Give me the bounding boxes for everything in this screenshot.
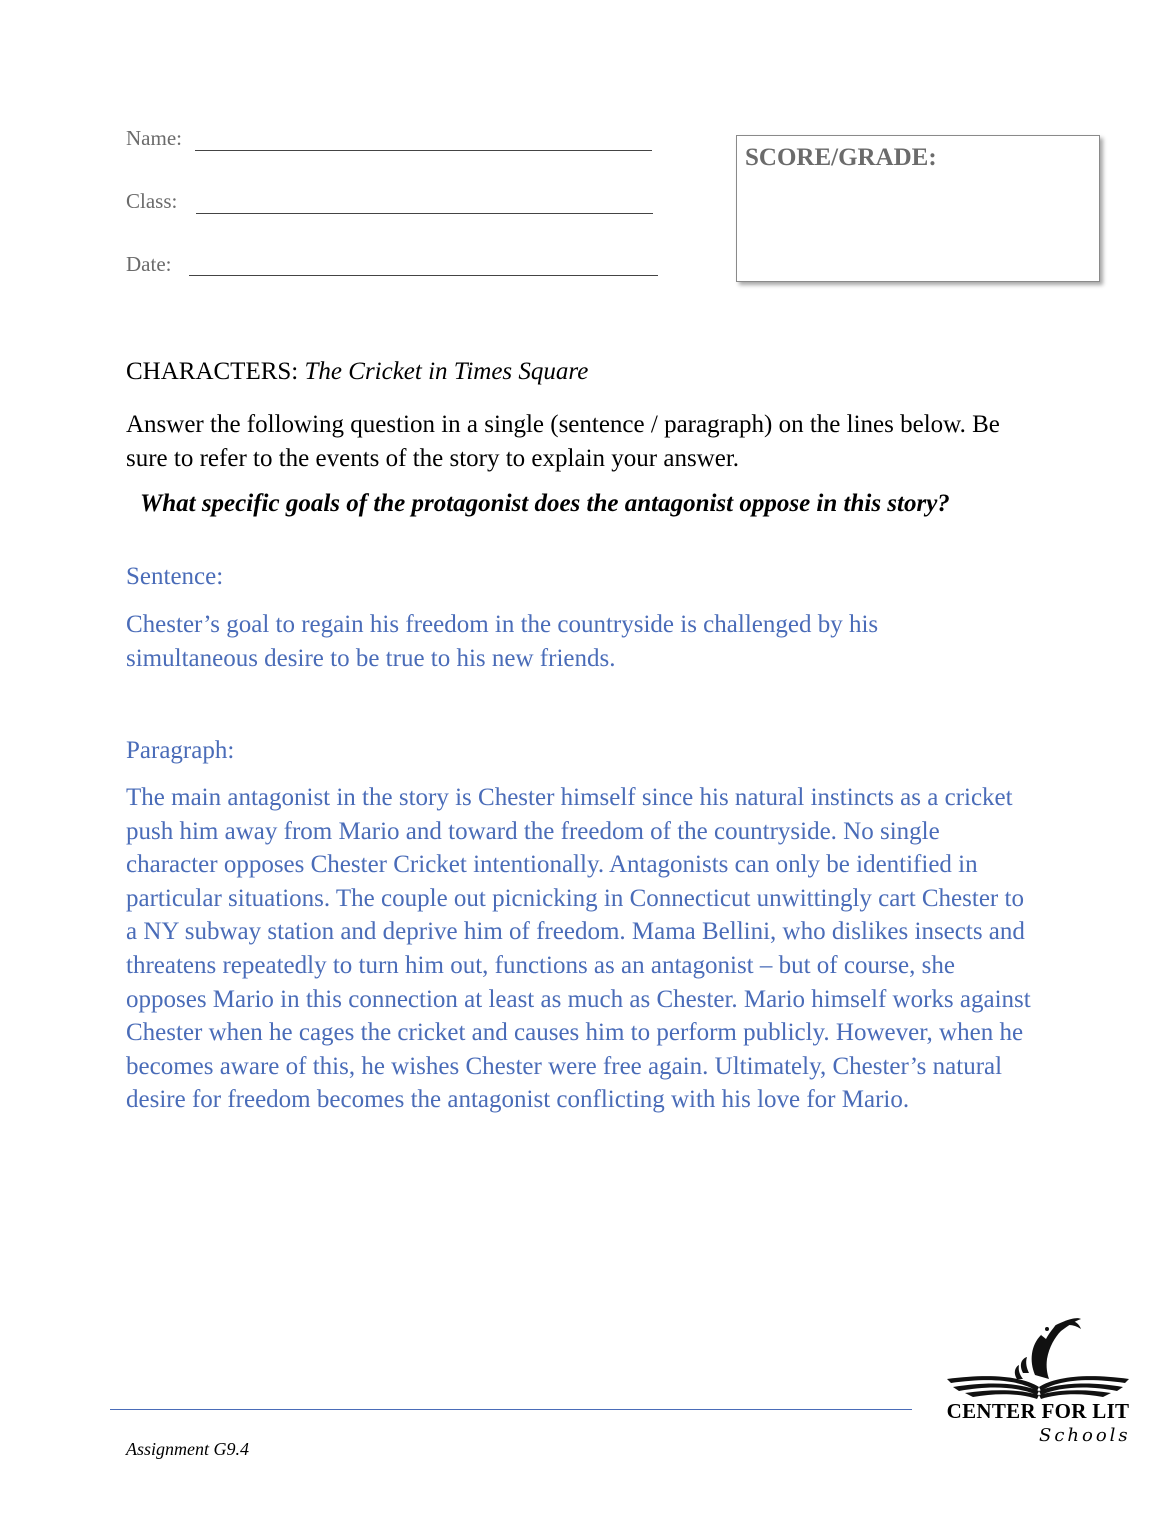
score-grade-box [736, 135, 1100, 282]
book-title: The Cricket in Times Square [304, 358, 589, 385]
paragraph-answer: The main antagonist in the story is Chester himself since his natural instincts as a cricket push him away from Mario and toward the freedom of the countryside. No single character opposes Chester Cricket intentionally. Antagonists can only be identified in particular situations. The couple out picnicking in Connecticut unwittingly cart Chester to a NY subway station and deprive him of freedom. Mama Bellini, who dislikes insects and threatens repeatedly to turn him out, functions as an antagonist – but of course, she opposes Mario in this connection at least as much as Chester. Mario himself works against Chester when he cages the cricket and causes him to perform publicly. However, when he becomes aware of this, he wishes Chester were free again. Ultimately, Chester’s natural desire for freedom becomes the antagonist conflicting with his love for Mario. [126, 784, 1031, 1114]
footer-divider [110, 1409, 912, 1410]
name-label: Name: [126, 126, 182, 150]
center-for-lit-logo [943, 1313, 1133, 1453]
paragraph-label: Paragraph: [126, 737, 235, 764]
date-label: Date: [126, 252, 172, 276]
class-field[interactable] [196, 213, 653, 214]
sentence-label: Sentence: [126, 563, 224, 590]
class-label: Class: [126, 189, 178, 213]
logo-title: CENTER FOR LIT [946, 1399, 1130, 1423]
question: What specific goals of the protagonist does the antagonist oppose in this story? [140, 490, 950, 517]
logo-subtitle: Schools [1039, 1425, 1131, 1446]
sentence-answer: Chester’s goal to regain his freedom in the countryside is challenged by his simultaneous desire to be true to his new friends. [126, 611, 879, 672]
page-title [126, 358, 588, 386]
name-field[interactable] [195, 150, 652, 151]
score-grade-label: SCORE/GRADE: [745, 144, 937, 171]
heading-prefix: CHARACTERS: [126, 358, 305, 385]
instructions: Answer the following question in a single (sentence / paragraph) on the lines below. Be sure to refer to the events of the story to explain your answer. [126, 411, 1000, 472]
pelican-book-icon [943, 1313, 1133, 1403]
assignment-id: Assignment G9.4 [126, 1439, 249, 1459]
date-field[interactable] [189, 275, 658, 276]
